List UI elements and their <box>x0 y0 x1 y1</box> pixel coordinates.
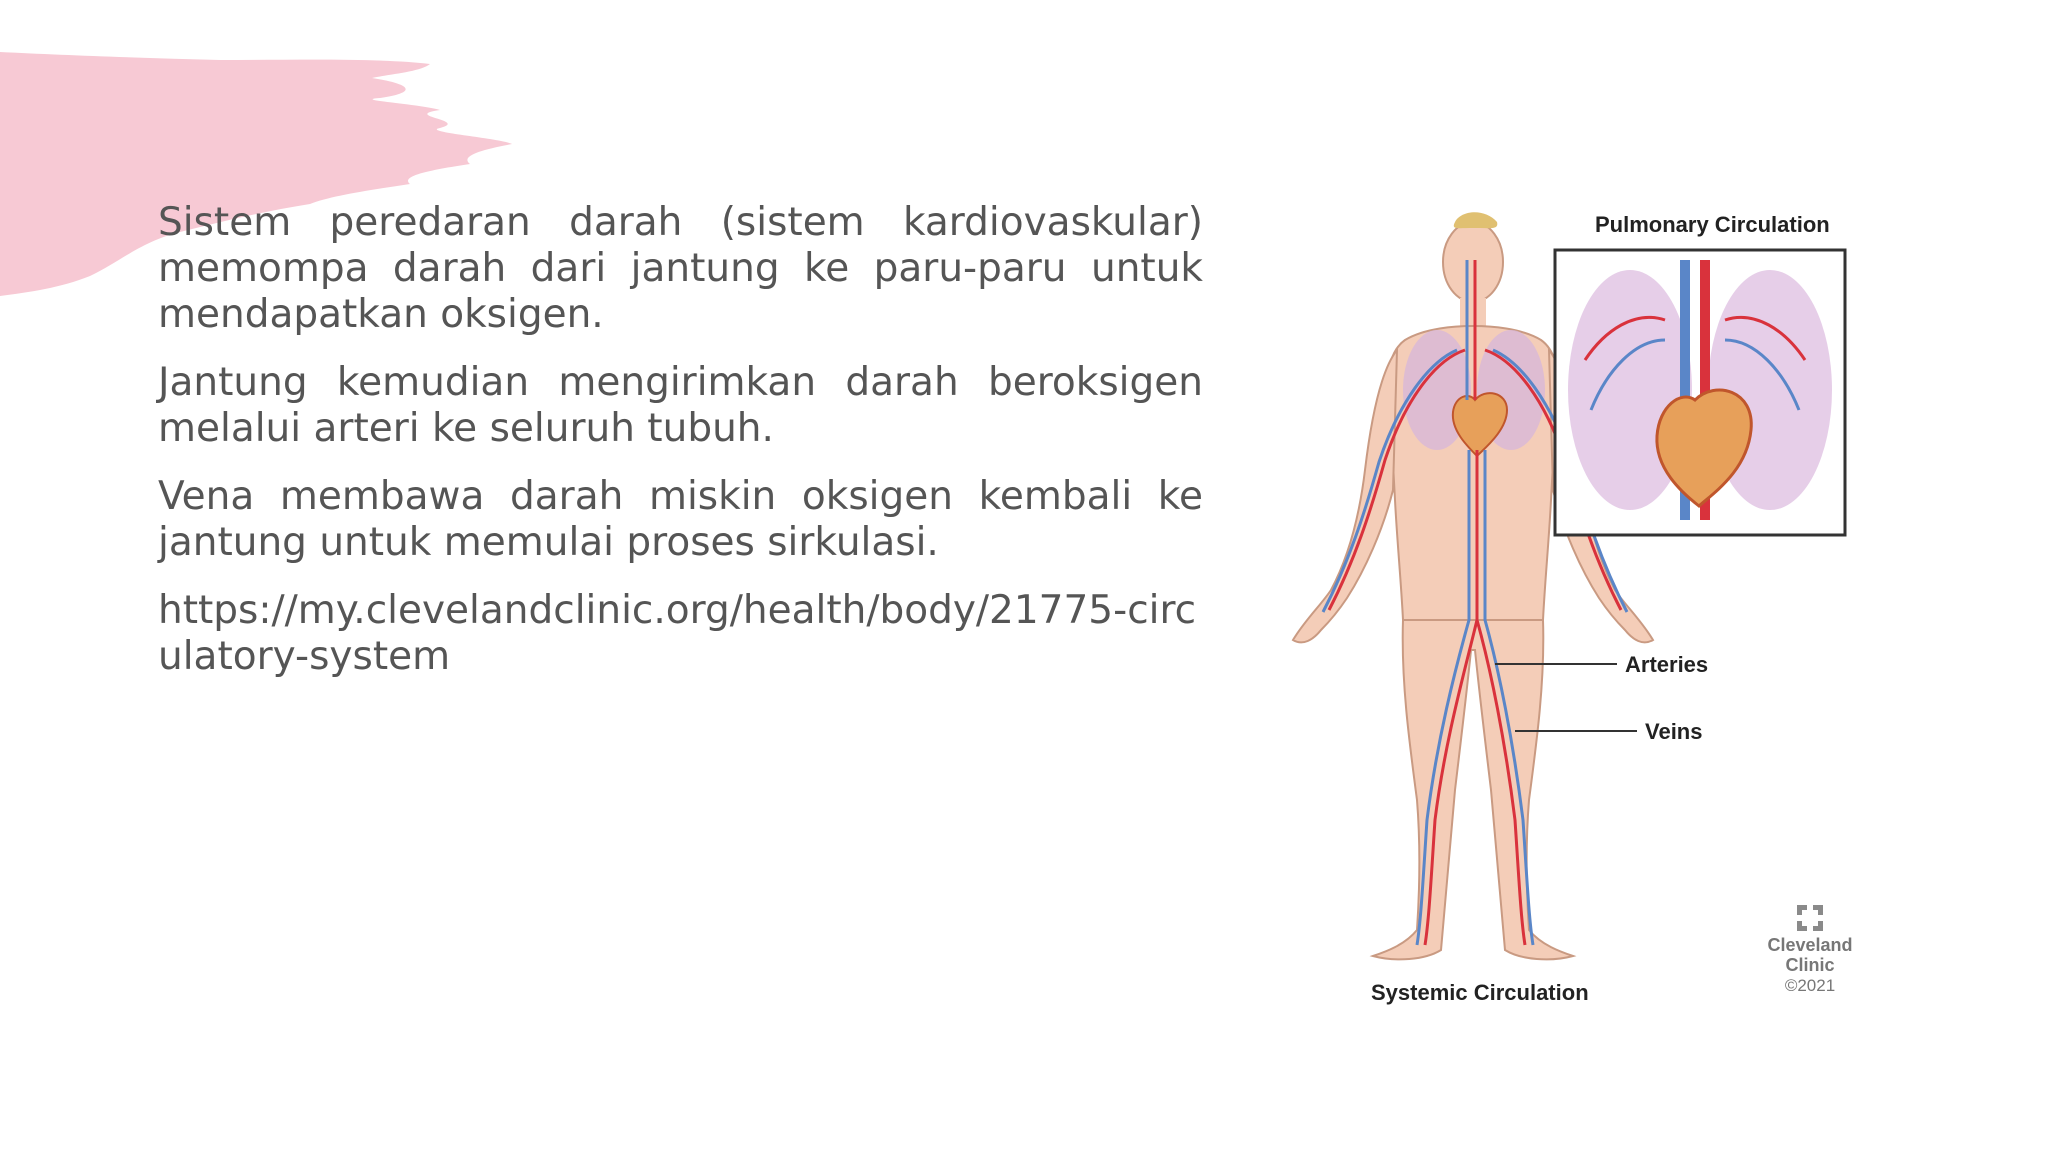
logo-name-line1: Cleveland <box>1767 935 1853 955</box>
systemic-circulation-title: Systemic Circulation <box>1371 980 1589 1005</box>
circulatory-system-figure <box>1285 200 1885 1020</box>
cleveland-clinic-logo <box>1755 905 1865 997</box>
circulatory-illustration <box>1285 200 1885 1020</box>
logo-year: ©2021 <box>1784 976 1836 995</box>
arteries-label: Arteries <box>1625 652 1709 677</box>
cleveland-clinic-cross-icon <box>1797 905 1823 931</box>
source-link[interactable]: https://my.clevelandclinic.org/health/body/21775-circulatory-system <box>158 588 1197 679</box>
logo-name-line2: Clinic <box>1785 955 1835 975</box>
pulmonary-circulation-title: Pulmonary Circulation <box>1595 212 1830 237</box>
paragraph-2: Jantung kemudian mengirimkan darah beroksigen melalui arteri ke seluruh tubuh. <box>158 360 1203 451</box>
body-text <box>158 200 1203 702</box>
veins-label: Veins <box>1645 719 1703 744</box>
paragraph-3: Vena membawa darah miskin oksigen kembali ke jantung untuk memulai proses sirkulasi. <box>158 474 1203 565</box>
paragraph-1: Sistem peredaran darah (sistem kardiovaskular) memompa darah dari jantung ke paru-paru untuk mendapatkan oksigen. <box>158 200 1203 337</box>
pulmonary-inset <box>1555 250 1845 535</box>
